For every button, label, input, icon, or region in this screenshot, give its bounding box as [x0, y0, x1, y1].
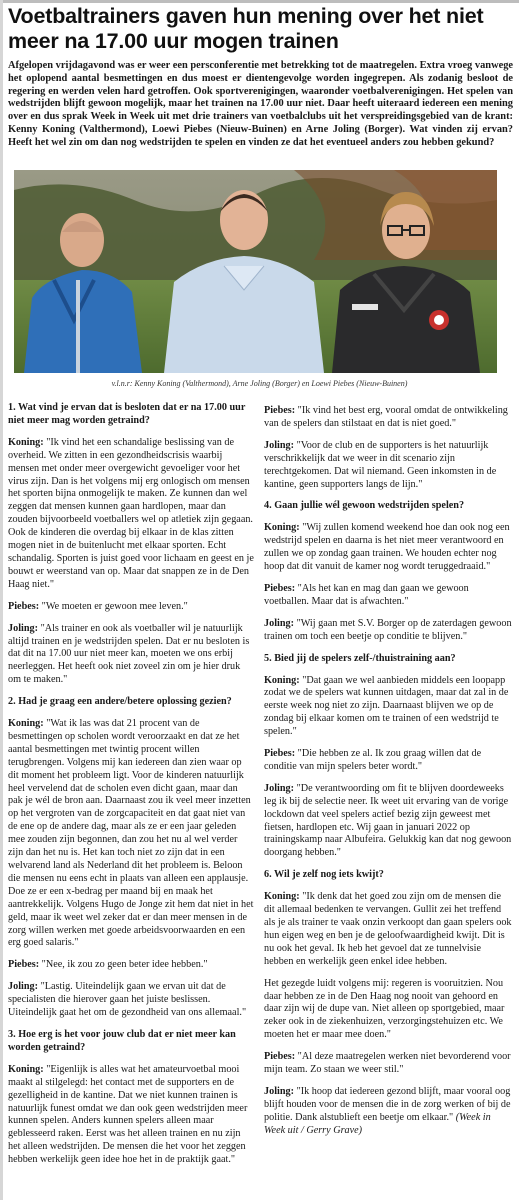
question-2: 2. Had je graag een andere/betere oplossing gezien?	[8, 696, 232, 708]
answer-koning-1	[8, 437, 254, 592]
answer-text: "Wat ik las was dat 21 procent van de besmettingen op scholen wordt veroorzaakt en dat ze het aantal besmettingen met twintig procent willen terugbrengen. Volgens mij kan iedereen dan zien waar op dit moment het probleem ligt. Voor de kinderen natuurlijk heel vervelend dat de scholen even dicht gaan, maar dan pak je wél de bron aan. Daarnaast zou ik veel meer inzetten op het vergroten van de zorgcapaciteit en dat gaat niet van de ene op de andere dag, maar als ze er een jaar geleden mee zouden zijn begonnen, dan zou het nu al wel verder zijn dan het nu is. Het kan toch niet zo zijn dat in een welvarend land als Nederland dit het probleem is. Beloon die mensen nu eens echt in plaats van alleen een applausje. Doe ze er een x-bedrag per maand bij en maak het aantrekkelijk. Volgens Hugo de Jonge zit hem dat niet in het geld, maar ik weet wel zeker dat er dan meer mensen in de zorg willen werken met goede arbeidsvoorwaarden en een erg goed salaris."	[8, 718, 254, 949]
speaker-label: Koning:	[8, 718, 44, 730]
answer-text: "Die hebben ze al. Ik zou graag willen dat de conditie van mijn spelers beter wordt."	[264, 748, 482, 772]
article-intro: Afgelopen vrijdagavond was er weer een persconferentie met betrekking tot de maatregelen. Extra vroeg vanwege het oplopend aantal besmettingen en dus moest er dientengevolge worden ingegrepen. Als zodanig besloot de regering en werden velen hard getroffen. Ook sportverenigingen, waaronder voetbalverenigingen. Het spelen van wedstrijden blijft gewoon mogelijk, maar het trainen na 17.00 uur niet. Daar heeft uiteraard iedereen een mening over en dus sprak Week in Week uit met drie trainers van voetbalclubs uit het verspreidingsgebied van de krant: Kenny Koning (Valthermond), Loewi Piebes (Nieuw-Buinen) en Arne Joling (Borger). Wat vinden zij ervan? Heeft het wel zin om dan nog wedstrijden te spelen en vinden ze dat het eventueel anders zou hebben gekund?	[8, 60, 513, 148]
answer-text: "Wij zullen komend weekend hoe dan ook nog een wedstrijd spelen en daarna is het niet meer verantwoord en zullen we op zondag gaan trainen. We houden echter nog hoop dat dit vanuit de kamer nog wordt teruggedraaid."	[264, 522, 510, 573]
answer-joling-4	[264, 618, 512, 644]
answer-piebes-6	[264, 1051, 512, 1077]
answer-text: "Voor de club en de supporters is het natuurlijk verschrikkelijk dat we weer in dit scenario zijn terechtgekomen. Dat wil niemand. Geen inkomsten in de kantine, geen supporters langs de lijn."	[264, 439, 497, 490]
answer-text: "Als het kan en mag dan gaan we gewoon voetballen. Maar dat is afwachten."	[264, 582, 469, 607]
speaker-label: Piebes:	[264, 405, 296, 416]
speaker-label: Piebes:	[264, 582, 296, 594]
photo-caption: v.l.n.r: Kenny Koning (Valthermond), Arne Joling (Borger) en Loewi Piebes (Nieuw-Buinen)	[111, 379, 408, 388]
speaker-label: Piebes:	[8, 600, 40, 612]
answer-piebes-5	[264, 748, 512, 774]
top-rule	[0, 0, 519, 3]
right-column	[264, 405, 512, 1147]
question-3: 3. Hoe erg is het voor jouw club dat er niet meer kan worden getraind?	[8, 1028, 236, 1053]
answer-text: "Ik hoop dat iedereen gezond blijft, maar vooral oog blijft houden voor de mensen die in de zorg werken of bij de politie. Dank alstublieft een beetje om elkaar."	[264, 1085, 511, 1123]
answer-text: "Ik denk dat het goed zou zijn om de mensen die dit allemaal bedenken te vervangen. Gullit zei het treffend als je als trainer te vaak onzin verkoopt dan gaan spelers ook hun eigen weg en ben je de geloofwaardigheid kwijt. Dit is nu ook het geval. Ik heb het gevoel dat ze tunnelvisie hebben en werkelijk geen enkel idee hebben.	[264, 891, 512, 967]
answer-text: "Ik vind het een schandalige beslissing van de overheid. We zitten in een gezondheidscrisis waarbij mensen met onder meer overgewicht gevoeliger voor het virus zijn. Dan is het volgens mij erg onlogisch om mensen het sporten bijna onmogelijk te maken. Ze kunnen dan wel zeggen dat mensen kunnen gaan hardlopen, maar dan zouden bijvoorbeeld voetballers wel op atletiek zijn gegaan. Ook de kinderen die overdag bij elkaar in de klas zitten mogen niet in de buitenlucht met elkaar sporten. Echt schandalig. Sporten is juist goed voor lichaam en geest en je bouwt er weerstand van op. Maar dat snappen ze in de Den Haag niet."	[8, 436, 254, 590]
speaker-label: Joling:	[264, 617, 295, 629]
answer-koning-6	[264, 891, 512, 968]
answer-joling-5	[264, 783, 512, 860]
answer-text: "De verantwoording om fit te blijven doordeweeks leg ik bij de selectie neer. Ik weet uit ervaring van de vorige lockdown dat veel spelers actief bezig zijn geweest met fietsen, hardlopen etc. Wij gaan in januari 2022 op trainingskamp naar Albufeira. Gelukkig kan dat nog gewoon doorgang hebben."	[264, 782, 512, 859]
answer-koning-2	[8, 718, 254, 950]
answer-piebes-4	[264, 583, 512, 609]
answer-joling-3	[264, 440, 512, 492]
article-credit: (Week in Week uit / Gerry Grave)	[264, 1111, 491, 1136]
answer-text: "Als trainer en ook als voetballer wil je natuurlijk altijd trainen en je wedstrijden spelen. Dat er nu besloten is dat dit na 17.00 uur niet meer kan, moeten we ons erbij neerleggen. Het heeft ook niet zoveel zin om je hier druk om te maken."	[8, 622, 250, 686]
answer-koning-6-cont: Het gezegde luidt volgens mij: regeren is vooruitzien. Nou daar hebben ze in de Den Haag nog nooit van gehoord en daar zijn wij de dupe van. Niet alleen op sportgebied, maar zeker ook in de ziekenhuizen, verzorgingstehuizen etc. We moeten het er maar mee doen."	[264, 977, 505, 1041]
speaker-label: Joling:	[8, 622, 39, 634]
question-5: 5. Bied jij de spelers zelf-/thuistraining aan?	[264, 652, 456, 664]
answer-text: "Wij gaan met S.V. Borger op de zaterdagen gewoon trainen om toch een beetje op conditie te blijven."	[264, 617, 512, 642]
speaker-label: Koning:	[264, 522, 300, 534]
article-headline: Voetbaltrainers gaven hun mening over het niet meer na 17.00 uur mogen trainen	[8, 4, 484, 53]
speaker-label: Piebes:	[8, 959, 40, 971]
answer-koning-3	[8, 1064, 254, 1167]
answer-text: "Al deze maatregelen werken niet bevorderend voor mijn team. Zo staan we weer stil."	[264, 1051, 511, 1076]
answer-koning-4	[264, 522, 512, 574]
speaker-label: Joling:	[264, 782, 295, 794]
question-4: 4. Gaan jullie wél gewoon wedstrijden spelen?	[264, 500, 465, 512]
speaker-label: Koning:	[264, 891, 300, 903]
trainers-photo	[14, 170, 497, 373]
answer-piebes-3	[264, 405, 512, 431]
speaker-label: Piebes:	[264, 748, 296, 760]
left-column	[8, 402, 254, 1176]
speaker-label: Joling:	[264, 1085, 295, 1097]
answer-joling-6	[264, 1086, 512, 1138]
answer-text: "Ik vind het best erg, vooral omdat de ontwikkeling van de spelers dan stilstaat en dat is niet goed."	[264, 405, 508, 429]
answer-koning-5	[264, 675, 512, 740]
question-6: 6. Wil je zelf nog iets kwijt?	[264, 869, 384, 881]
speaker-label: Joling:	[8, 981, 39, 993]
speaker-label: Koning:	[264, 674, 300, 686]
answer-text: "Dat gaan we wel aanbieden middels een loopapp zodat we de spelers wat kunnen uitdagen, maar dat zal in de eerste week nog niet zo zijn. Daarnaast blijven we op de zondag bij elkaar komen om te trainen of een wedstrijd te spelen."	[264, 674, 509, 738]
answer-joling-2	[8, 981, 254, 1020]
speaker-label: Koning:	[8, 436, 44, 448]
answer-piebes-1	[8, 601, 254, 614]
answer-text: "Eigenlijk is alles wat het amateurvoetbal mooi maakt al stilgelegd: het contact met de supporters en de gezelligheid in de kantine. Dat we niet kunnen trainen is natuurlijk funest omdat we dan ook geen wedstrijden meer kunnen spelen. Anders kunnen spelers alleen maar geblesseerd raken. Eerst was het alleen trainen en nu zijn het alleen wedstrijden. De mensen die het voor het zeggen hebben werkelijk geen idee hoe het in de praktijk gaat."	[8, 1063, 248, 1166]
speaker-label: Piebes:	[264, 1051, 296, 1063]
speaker-label: Joling:	[264, 439, 295, 451]
answer-joling-1	[8, 623, 254, 688]
answer-piebes-2	[8, 959, 254, 972]
answer-text: "Nee, ik zou zo geen beter idee hebben."	[39, 959, 208, 971]
speaker-label: Koning:	[8, 1063, 44, 1075]
answer-text: "Lastig. Uiteindelijk gaan we ervan uit dat de specialisten die hierover gaan het juiste beslissen. Uiteindelijk gaat het om de gezondheid van ons allemaal."	[8, 981, 247, 1019]
left-rule	[0, 0, 3, 1200]
question-1: 1. Wat vind je ervan dat is besloten dat er na 17.00 uur niet meer mag worden getraind?	[8, 402, 246, 426]
answer-text: "We moeten er gewoon mee leven."	[39, 600, 188, 612]
